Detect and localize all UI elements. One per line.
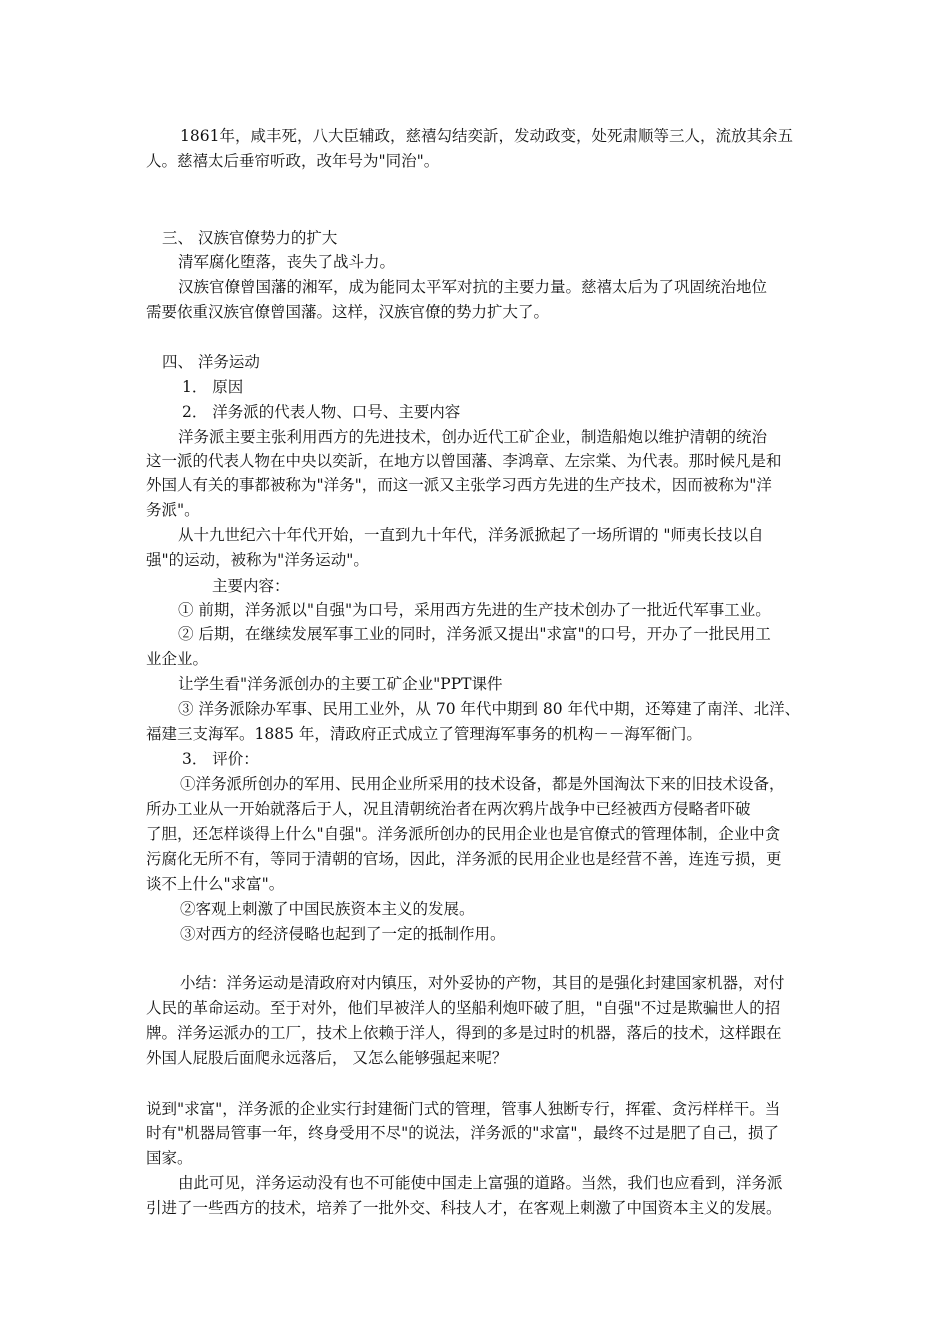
paragraph-line: 洋务派主要主张利用西方的先进技术，创办近代工矿企业，制造船炮以维护清朝的统治 — [178, 428, 768, 446]
ppt-note: 让学生看"洋务派创办的主要工矿企业"PPT课件 — [178, 675, 503, 693]
paragraph-line: 汉族官僚曾国藩的湘军，成为能同太平军对抗的主要力量。慈禧太后为了巩固统治地位 — [178, 278, 768, 296]
sub-item-2: 2． 洋务派的代表人物、口号、主要内容 — [182, 403, 461, 421]
point-1: ① 前期，洋务派以"自强"为口号，采用西方先进的生产技术创办了一批近代军事工业。 — [178, 601, 771, 619]
paragraph-line: 1861年，咸丰死，八大臣辅政，慈禧勾结奕訢，发动政变，处死肃顺等三人，流放其余五 — [180, 127, 793, 145]
paragraph-line: 需要依重汉族官僚曾国藩。这样，汉族官僚的势力扩大了。 — [146, 303, 550, 321]
paragraph-line: ② 后期，在继续发展军事工业的同时，洋务派又提出"求富"的口号，开办了一批民用工 — [178, 625, 771, 643]
paragraph-line: 由此可见，洋务运动没有也不可能使中国走上富强的道路。当然，我们也应看到，洋务派 — [178, 1174, 783, 1192]
main-content-label: 主要内容： — [212, 577, 290, 595]
paragraph-line: 这一派的代表人物在中央以奕訢，在地方以曾国藩、李鸿章、左宗棠、为代表。那时候凡是和 — [146, 452, 782, 470]
evaluation-3: ③对西方的经济侵略也起到了一定的抵制作用。 — [180, 925, 506, 943]
evaluation-2: ②客观上刺激了中国民族资本主义的发展。 — [180, 900, 475, 918]
paragraph-line: 小结：洋务运动是清政府对内镇压，对外妥协的产物，其目的是强化封建国家机器，对付 — [180, 974, 785, 992]
paragraph-line: 外国人有关的事都被称为"洋务"，而这一派又主张学习西方先进的生产技术，因而被称为"洋 — [146, 476, 772, 494]
paragraph-line: 人。慈禧太后垂帘听政，改年号为"同治"。 — [146, 152, 440, 170]
paragraph-line: 引进了一些西方的技术，培养了一批外交、科技人才，在客观上刺激了中国资本主义的发展。 — [146, 1199, 782, 1217]
paragraph-line: 说到"求富"，洋务派的企业实行封建衙门式的管理，管事人独断专行，挥霍、贪污样样干。当 — [146, 1100, 781, 1118]
sub-item-3: 3． 评价： — [182, 750, 259, 768]
paragraph-line: 福建三支海军。1885 年，清政府正式成立了管理海军事务的机构－－海军衙门。 — [146, 725, 702, 743]
paragraph-line: 时有"机器局管事一年，终身受用不尽"的说法，洋务派的"求富"，最终不过是肥了自己，损了 — [146, 1124, 780, 1142]
section-heading-3: 三、 汉族官僚势力的扩大 — [162, 229, 338, 247]
sub-item-1: 1． 原因 — [182, 378, 244, 396]
paragraph-line: 牌。洋务运派办的工厂，技术上依赖于洋人，得到的多是过时的机器，落后的技术，这样跟在 — [146, 1024, 782, 1042]
paragraph-line: 强"的运动，被称为"洋务运动"。 — [146, 551, 369, 569]
paragraph-line: 从十九世纪六十年代开始，一直到九十年代，洋务派掀起了一场所谓的 "师夷长技以自 — [178, 526, 764, 544]
paragraph-line: 业企业。 — [146, 650, 209, 668]
paragraph-line: 谈不上什么"求富"。 — [146, 875, 285, 893]
paragraph-line: 所办工业从一开始就落后于人，况且清朝统治者在两次鸦片战争中已经被西方侵略者吓破 — [146, 800, 751, 818]
paragraph-line: 国家。 — [146, 1149, 193, 1167]
paragraph-line: 清军腐化堕落，丧失了战斗力。 — [178, 253, 396, 271]
paragraph-line: 务派"。 — [146, 501, 200, 519]
paragraph-line: 外国人屁股后面爬永远落后， 又怎么能够强起来呢？ — [146, 1049, 508, 1067]
paragraph-line: 人民的革命运动。至于对外，他们早被洋人的坚船利炮吓破了胆，"自强"不过是欺骗世人的招 — [146, 999, 781, 1017]
paragraph-line: 了胆，还怎样谈得上什么"自强"。洋务派所创办的民用企业也是官僚式的管理体制，企业中贪 — [146, 825, 781, 843]
paragraph-line: 污腐化无所不有，等同于清朝的官场，因此，洋务派的民用企业也是经营不善，连连亏损，更 — [146, 850, 782, 868]
paragraph-line: ①洋务派所创办的军用、民用企业所采用的技术设备，都是外国淘汰下来的旧技术设备， — [180, 775, 785, 793]
section-heading-4: 四、 洋务运动 — [162, 353, 260, 371]
paragraph-line: ③ 洋务派除办军事、民用工业外，从 70 年代中期到 80 年代中期，还筹建了南洋、北洋、 — [178, 700, 801, 718]
